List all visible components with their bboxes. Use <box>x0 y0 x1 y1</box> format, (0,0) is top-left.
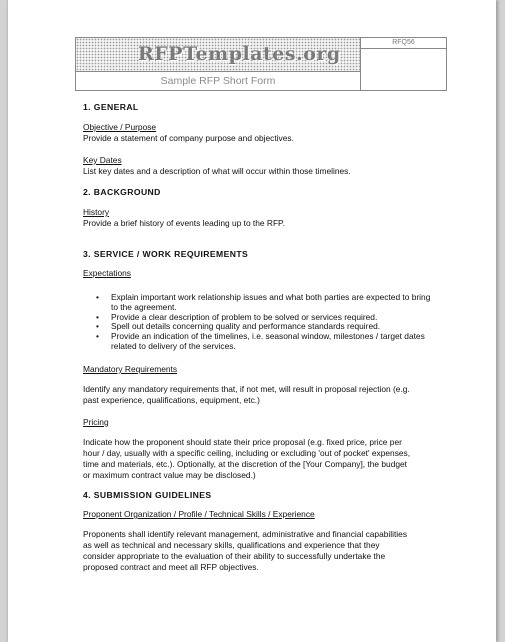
history-text: Provide a brief history of events leading up to the RFP. <box>83 218 285 228</box>
document-subtitle: Sample RFP Short Form <box>76 72 361 90</box>
proponent-org-line: as well as technical and necessary skills, qualifications and experience that they <box>83 540 380 550</box>
proponent-org-line: proposed contract and meet all RFP objectives. <box>83 562 259 572</box>
mandatory-line: past experience, qualifications, equipment, etc.) <box>83 395 260 405</box>
pricing-line: Indicate how the proponent should state their price proposal (e.g. fixed price, price per <box>83 437 402 447</box>
expectations-title: Expectations <box>83 268 131 278</box>
section-submission-heading: 4. SUBMISSION GUIDELINES <box>83 490 212 500</box>
form-code: RFQ56 <box>361 38 446 49</box>
list-item: • Spell out details concerning quality and performance standards required. <box>96 322 434 332</box>
proponent-org-line: consider appropriate to the evaluation of their ability to successfully undertake the <box>83 551 386 561</box>
proponent-org-line: Proponents shall identify relevant management, administrative and financial capabilities <box>83 529 408 539</box>
section-background-heading: 2. BACKGROUND <box>83 187 161 197</box>
key-dates-title: Key Dates <box>83 155 122 165</box>
list-item: • Provide an indication of the timelines, i.e. seasonal window, milestones / target dates related to delivery of the services. <box>96 332 434 352</box>
logo: RFPTemplates.org <box>138 43 341 65</box>
section-service-heading: 3. SERVICE / WORK REQUIREMENTS <box>83 249 249 259</box>
history-title: History <box>83 207 110 217</box>
objective-text: Provide a statement of company purpose and objectives. <box>83 133 294 143</box>
pricing-title: Pricing <box>83 417 109 427</box>
pricing-line: time and materials, etc.). Optionally, at the discretion of the [Your Company], the budget <box>83 459 408 469</box>
pricing-line: hour / day, usually with a specific ceiling, including or excluding 'out of pocket' expenses, <box>83 448 411 458</box>
mandatory-title: Mandatory Requirements <box>83 364 178 374</box>
pricing-line: or maximum contract value may be disclosed.) <box>83 470 256 480</box>
key-dates-text: List key dates and a description of what will occur within those timelines. <box>83 166 351 176</box>
expectations-list <box>96 293 434 352</box>
mandatory-line: Identify any mandatory requirements that, if not met, will result in proposal rejection (e.g. <box>83 384 410 394</box>
header-box <box>75 37 447 91</box>
list-item: • Provide a clear description of problem to be solved or services required. <box>96 313 434 323</box>
section-general-heading: 1. GENERAL <box>83 102 139 112</box>
objective-title: Objective / Purpose <box>83 122 157 132</box>
list-item: • Explain important work relationship issues and what both parties are expected to bring to the agreement. <box>96 293 434 313</box>
logo-box <box>76 38 361 72</box>
proponent-org-title: Proponent Organization / Profile / Technical Skills / Experience <box>83 509 315 519</box>
